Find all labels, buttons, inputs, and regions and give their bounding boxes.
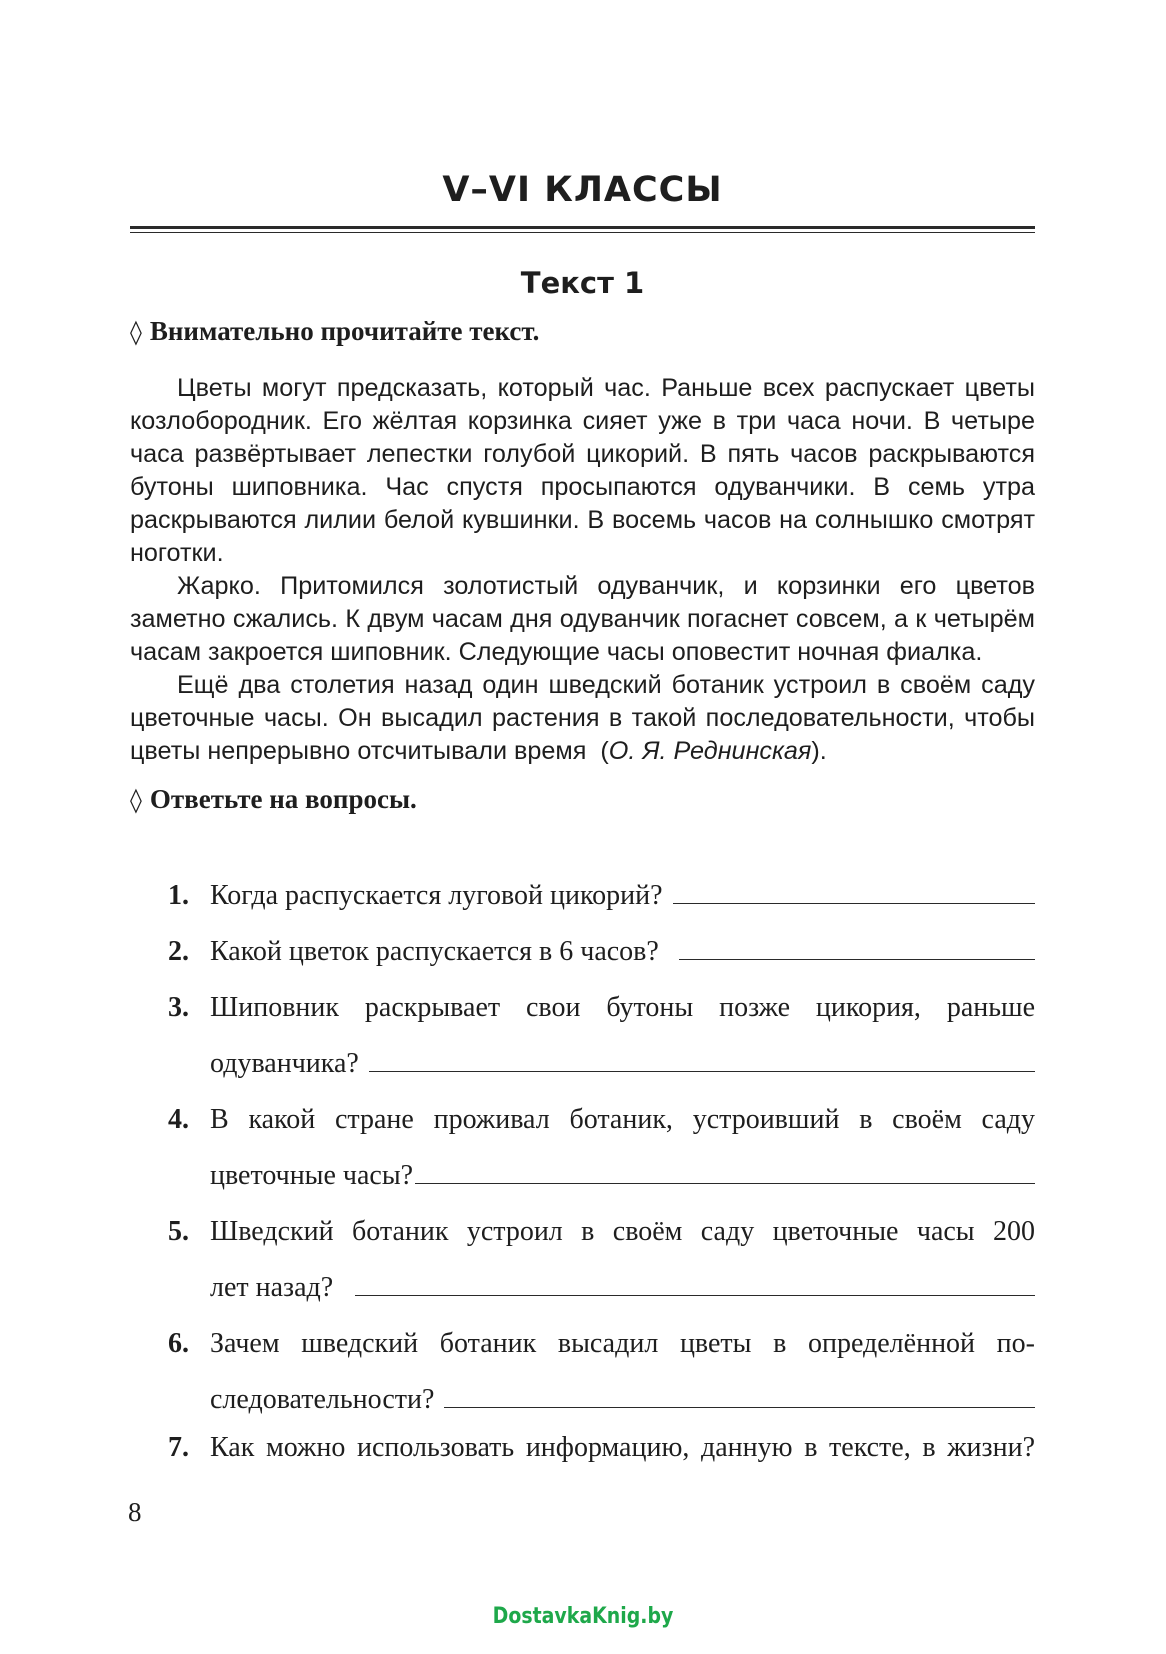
- answer-blank[interactable]: [355, 1265, 1035, 1296]
- question-text-continued: цветочные часы?: [210, 1160, 414, 1191]
- question-text: Шиповник раскрывает свои бутоны позже цикория, раньше: [210, 992, 1035, 1023]
- answer-blank[interactable]: [444, 1377, 1035, 1408]
- question-number: 6.: [168, 1328, 189, 1359]
- question-text: Шведский ботаник устроил в своём саду цветочные часы 200: [210, 1216, 1035, 1247]
- question-text: Зачем шведский ботаник высадил цветы в определённой по-: [210, 1328, 1035, 1359]
- instruction-read-text: Внимательно прочитайте текст.: [149, 316, 540, 346]
- question-number: 5.: [168, 1216, 189, 1247]
- question-number: 1.: [168, 880, 189, 911]
- question-number: 3.: [168, 992, 189, 1023]
- answer-blank[interactable]: [415, 1153, 1035, 1184]
- question-text-continued: лет назад?: [210, 1272, 334, 1303]
- diamond-icon: ◊: [130, 318, 142, 346]
- reading-paragraph: Жарко. Притомился золотистый одуванчик, и корзинки его цветов заметно сжались. К двум часам дня одуванчик погаснет совсем, а к четырём часам закроется шиповник. Следующие часы оповестит ночная фиалка.: [130, 572, 1035, 666]
- reading-text: [130, 372, 1035, 768]
- title-rule-thick: [130, 226, 1035, 229]
- question-text: В какой стране проживал ботаник, устроивший в своём саду: [210, 1104, 1035, 1135]
- question-text: Какой цветок распускается в 6 часов?: [210, 936, 659, 967]
- question-text: Как можно использовать информацию, данную в тексте, в жизни?: [210, 1432, 1035, 1463]
- diamond-icon: ◊: [130, 786, 142, 814]
- author-name: О. Я. Реднинская: [608, 737, 812, 765]
- question-5: [168, 1204, 1035, 1316]
- question-list: [168, 872, 1035, 1476]
- question-4: [168, 1092, 1035, 1204]
- answer-blank[interactable]: [369, 1041, 1035, 1072]
- title-rule-thin: [130, 232, 1035, 233]
- question-2: [168, 924, 1035, 980]
- instruction-answer: [130, 784, 417, 815]
- instruction-read: [130, 316, 539, 347]
- question-1: [168, 868, 1035, 924]
- question-number: 7.: [168, 1432, 189, 1463]
- watermark-link[interactable]: DostavkaKnig.by: [492, 1604, 674, 1629]
- section-title: V–VI КЛАССЫ: [442, 170, 723, 210]
- reading-paragraph-text: Ещё два столетия назад один шведский ботаник устроил в своём саду цветочные часы. Он высадил растения в такой последовательности, чтобы цветы непрерывно отсчитывали время: [130, 671, 1035, 765]
- text-title: Текст 1: [520, 266, 645, 300]
- page-number: 8: [128, 1497, 142, 1527]
- reading-paragraph: Цветы могут предсказать, который час. Раньше всех распускает цветы козлобородник. Его жёлтая корзинка сияет уже в три часа ночи. В четыре часа развёртывает лепестки голубой цикорий. В пять часов раскрываются бутоны шиповника. Час спустя просыпаются одуванчики. В семь утра раскрываются лилии белой кувшинки. В восемь часов на солнышко смотрят ноготки.: [130, 374, 1035, 567]
- question-number: 2.: [168, 936, 189, 967]
- question-number: 4.: [168, 1104, 189, 1135]
- question-text-continued: следовательности?: [210, 1384, 435, 1415]
- answer-blank[interactable]: [679, 929, 1035, 960]
- question-text-continued: одуванчика?: [210, 1048, 359, 1079]
- question-7: [168, 1420, 1035, 1476]
- answer-blank[interactable]: [673, 873, 1035, 904]
- question-3: [168, 980, 1035, 1092]
- instruction-answer-text: Ответьте на вопросы.: [149, 784, 417, 814]
- reading-paragraph: Ещё два столетия назад один шведский ботаник устроил в своём саду цветочные часы. Он высадил растения в такой последовательности, чтобы цветы непрерывно отсчитывали время (О. Я. Реднинская).: [130, 671, 1035, 765]
- question-6: [168, 1316, 1035, 1428]
- question-text: Когда распускается луговой цикорий?: [210, 880, 663, 911]
